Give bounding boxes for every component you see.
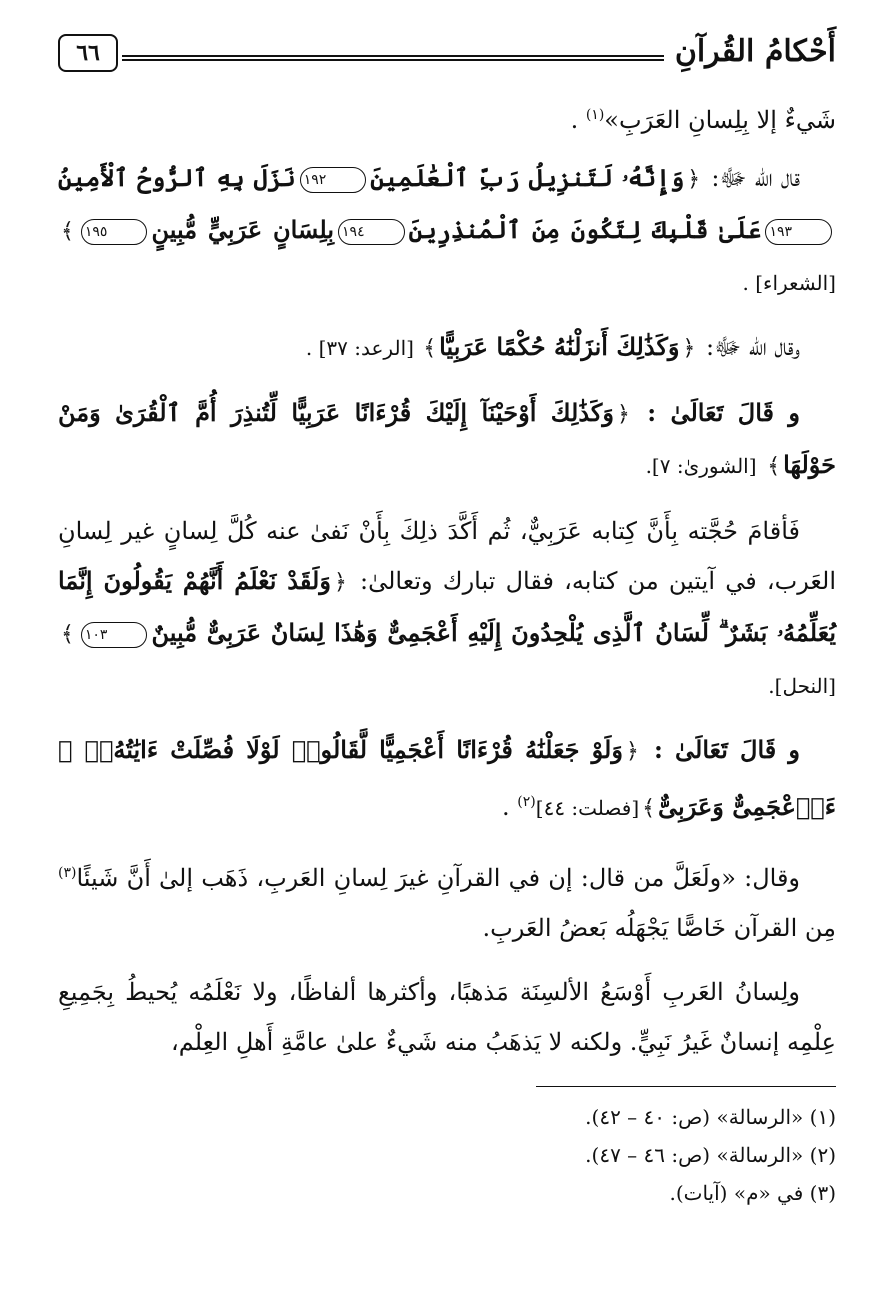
quran-verse-194: عَلَىٰ قَلْبِكَ لِتَكُونَ مِنَ ٱلْمُنذِرِينَ — [408, 215, 762, 244]
sura-reference: [النحل]. — [768, 674, 836, 698]
paragraph-2 — [58, 153, 836, 308]
ornament-close: ﴾ — [767, 454, 781, 479]
page — [58, 28, 836, 1279]
quran-verse: وَكَذَٰلِكَ أَنزَلْنَٰهُ حُكْمًا عَرَبِيًّا — [439, 332, 680, 361]
sura-reference: [الشعراء] . — [742, 271, 836, 295]
header-rule — [122, 55, 664, 61]
p3-intro: وقال الله ﷻ: — [698, 333, 800, 361]
ornament-close: ﴾ — [61, 622, 74, 647]
p7-text: وقال: «ولَعَلَّ من قال: إن في القرآنِ غيرَ لِسانِ العَربِ، ذَهَب إلىٰ أَنَّ شَيئًا — [76, 864, 800, 892]
quran-verse: وَلَوْ جَعَلْنَٰهُ قُرْءَانًا أَعْجَمِيًّا لَّقَالُوا۟ لَوْلَا فُصِّلَتْ ءَايَٰتُهُۥٓ ۖ ءَا۬عْجَمِىٌّ وَعَرَبِىٌّ — [58, 735, 836, 821]
paragraph-6 — [58, 725, 836, 834]
ayah-number-192: ١٩٢ — [300, 167, 367, 193]
ornament-close: ﴾ — [61, 219, 74, 244]
ornament-open: ﴿ — [616, 402, 630, 427]
ayah-number-193: ١٩٣ — [765, 219, 832, 245]
ornament-close: ﴾ — [642, 796, 656, 821]
p6-end: . — [502, 793, 518, 821]
footnote-2: (٢) «الرسالة» (ص: ٤٦ – ٤٧). — [585, 1143, 836, 1167]
p6-intro: و قَالَ تَعَالَىٰ : — [641, 735, 800, 764]
quran-verse-195: بِلِسَانٍ عَرَبِيٍّ مُّبِينٍ — [151, 215, 335, 244]
ornament-open: ﴿ — [625, 739, 639, 764]
footnote-1: (١) «الرسالة» (ص: ٤٠ – ٤٢). — [585, 1105, 836, 1129]
running-title: أَحْكامُ القُرآنِ — [674, 34, 836, 69]
quran-verse-193: نَزَلَ بِهِ ٱلرُّوحُ ٱلْأَمِينُ — [58, 163, 296, 192]
footnote-3: (٣) في «م» (آيات). — [669, 1181, 836, 1205]
page-header — [58, 28, 836, 80]
paragraph-7 — [58, 848, 836, 953]
paragraph-5 — [58, 506, 836, 711]
footnotes — [58, 1098, 836, 1212]
ornament-close: ﴾ — [423, 336, 437, 361]
paragraph-3 — [58, 322, 836, 374]
sura-reference: [فصلت: ٤٤] — [535, 796, 640, 820]
quran-verse: وَكَذَٰلِكَ أَوْحَيْنَآ إِلَيْكَ قُرْءَانًا عَرَبِيًّا لِّتُنذِرَ أُمَّ ٱلْقُرَىٰ وَمَنْ حَوْلَهَا — [58, 398, 836, 479]
quran-verse-192: وَإِنَّهُۥ لَتَنزِيلُ رَبِّ ٱلْعَٰلَمِينَ — [370, 163, 685, 192]
paragraph-8 — [58, 967, 836, 1067]
ornament-open: ﴿ — [333, 570, 347, 595]
sura-reference: [الشورىٰ: ٧]. — [645, 454, 757, 478]
ornament-open: ﴿ — [687, 167, 701, 192]
p7-end: مِن القرآن خَاصًّا يَجْهَلُه بَعضُ العَربِ. — [482, 914, 836, 942]
p4-intro: و قَالَ تَعَالَىٰ : — [632, 398, 800, 427]
p2-intro: قال الله ﷻ: — [703, 164, 800, 192]
ornament-open: ﴿ — [682, 336, 696, 361]
p1-text: شَيءٌ إلا بِلِسانِ العَرَبِ» — [604, 106, 836, 134]
footnote-mark-3[interactable]: (٣) — [58, 865, 77, 881]
p8-text: ولِسانُ العَربِ أَوْسَعُ الألسِنَة مَذهبًا، وأكثرها ألفاظًا، ولا نَعْلَمُه يُحيطُ بِجَمِيعِ عِلْمِه إنسانٌ غَيرُ نَبِيٍّ. ولكنه لا يَذهَبُ منه شَيءٌ علىٰ عامَّةِ أَهلِ العِلْم، — [58, 978, 836, 1056]
ayah-number-194: ١٩٤ — [338, 219, 405, 245]
footnote-mark-1[interactable]: (١) — [585, 107, 605, 123]
sura-reference: [الرعد: ٣٧] . — [305, 336, 421, 360]
paragraph-1 — [58, 90, 836, 145]
page-number: ٦٦ — [58, 34, 118, 72]
paragraph-4 — [58, 388, 836, 492]
footnote-mark-2[interactable]: (٢) — [517, 794, 536, 810]
ayah-number-195: ١٩٥ — [81, 219, 148, 245]
quran-verse: وَلَقَدْ نَعْلَمُ أَنَّهُمْ يَقُولُونَ إِنَّمَا يُعَلِّمُهُۥ بَشَرٌ ۗ لِّسَانُ ٱلَّذِى يُلْحِدُونَ إِلَيْهِ أَعْجَمِىٌّ وَهَٰذَا لِسَانٌ عَرَبِىٌّ مُّبِينٌ — [58, 566, 836, 647]
body-text — [58, 90, 836, 1081]
p1-end: . — [570, 106, 586, 134]
footnote-separator — [536, 1086, 836, 1087]
ayah-number-103: ١٠٣ — [81, 622, 148, 648]
p5-text: فَأقامَ حُجَّته بِأَنَّ كِتابه عَرَبِيٌّ، ثُم أَكَّدَ ذلِكَ بِأَنْ نَفىٰ عنه كُلَّ لِسانٍ غير لِسانِ العَرب، في آيتين من كتابه، فقال تبارك وتعالىٰ: — [58, 517, 836, 595]
